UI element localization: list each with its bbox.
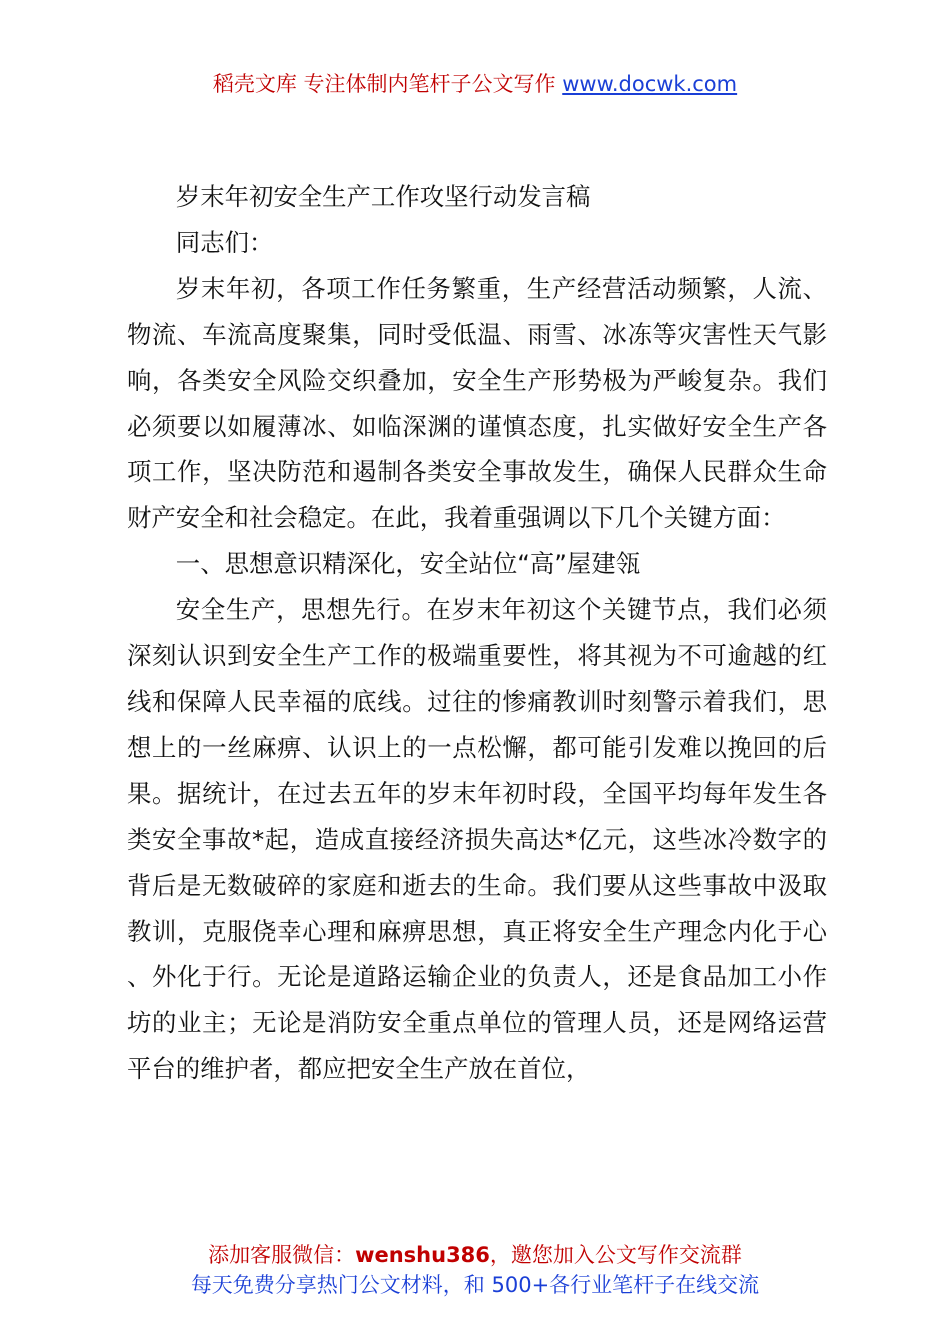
paragraph-intro: 岁末年初，各项工作任务繁重，生产经营活动频繁，人流、物流、车流高度聚集，同时受低温、雨雪、冰冻等灾害性天气影响，各类安全风险交织叠加，安全生产形势极为严峻复杂。我们必须要以如履薄冰、如临深渊的谨慎态度，扎实做好安全生产各项工作，坚决防范和遏制各类安全事故发生，确保人民群众生命财产安全和社会稳定。在此，我着重强调以下几个关键方面： [127,273,827,533]
footer-wechat-id: wenshu386 [355,1243,490,1267]
page-footer [0,1240,950,1300]
document-body [127,174,827,1092]
salutation: 同志们： [175,227,274,257]
page-header [0,68,950,100]
document-title: 岁末年初安全生产工作攻坚行动发言稿 [175,182,591,211]
footer-promo-line: 每天免费分享热门公文材料，和 500+各行业笔杆子在线交流 [190,1273,760,1297]
paragraph-section-1: 安全生产，思想先行。在岁末年初这个关键节点，我们必须深刻认识到安全生产工作的极端重要性，将其视为不可逾越的红线和保障人民幸福的底线。过往的惨痛教训时刻警示着我们，思想上的一丝麻痹、认识上的一点松懈，都可能引发难以挽回的后果。据统计，在过去五年的岁末年初时段，全国平均每年发生各类安全事故*起，造成直接经济损失高达*亿元，这些冰冷数字的背后是无数破碎的家庭和逝去的生命。我们要从这些事故中汲取教训，克服侥幸心理和麻痹思想，真正将安全生产理念内化于心、外化于行。无论是道路运输企业的负责人，还是食品加工小作坊的业主；无论是消防安全重点单位的管理人员，还是网络运营平台的维护者，都应把安全生产放在首位， [127,595,827,1084]
section-heading-1: 一、思想意识精深化，安全站位“高”屋建瓴 [175,549,641,579]
footer-contact-prefix: 添加客服微信： [208,1243,356,1267]
footer-contact-line [0,1240,950,1270]
header-brand: 稻壳文库 专注体制内笔杆子公文写作 [212,72,556,96]
header-url-link[interactable]: www.docwk.com [562,72,738,96]
footer-contact-suffix: ，邀您加入公文写作交流群 [489,1243,742,1267]
